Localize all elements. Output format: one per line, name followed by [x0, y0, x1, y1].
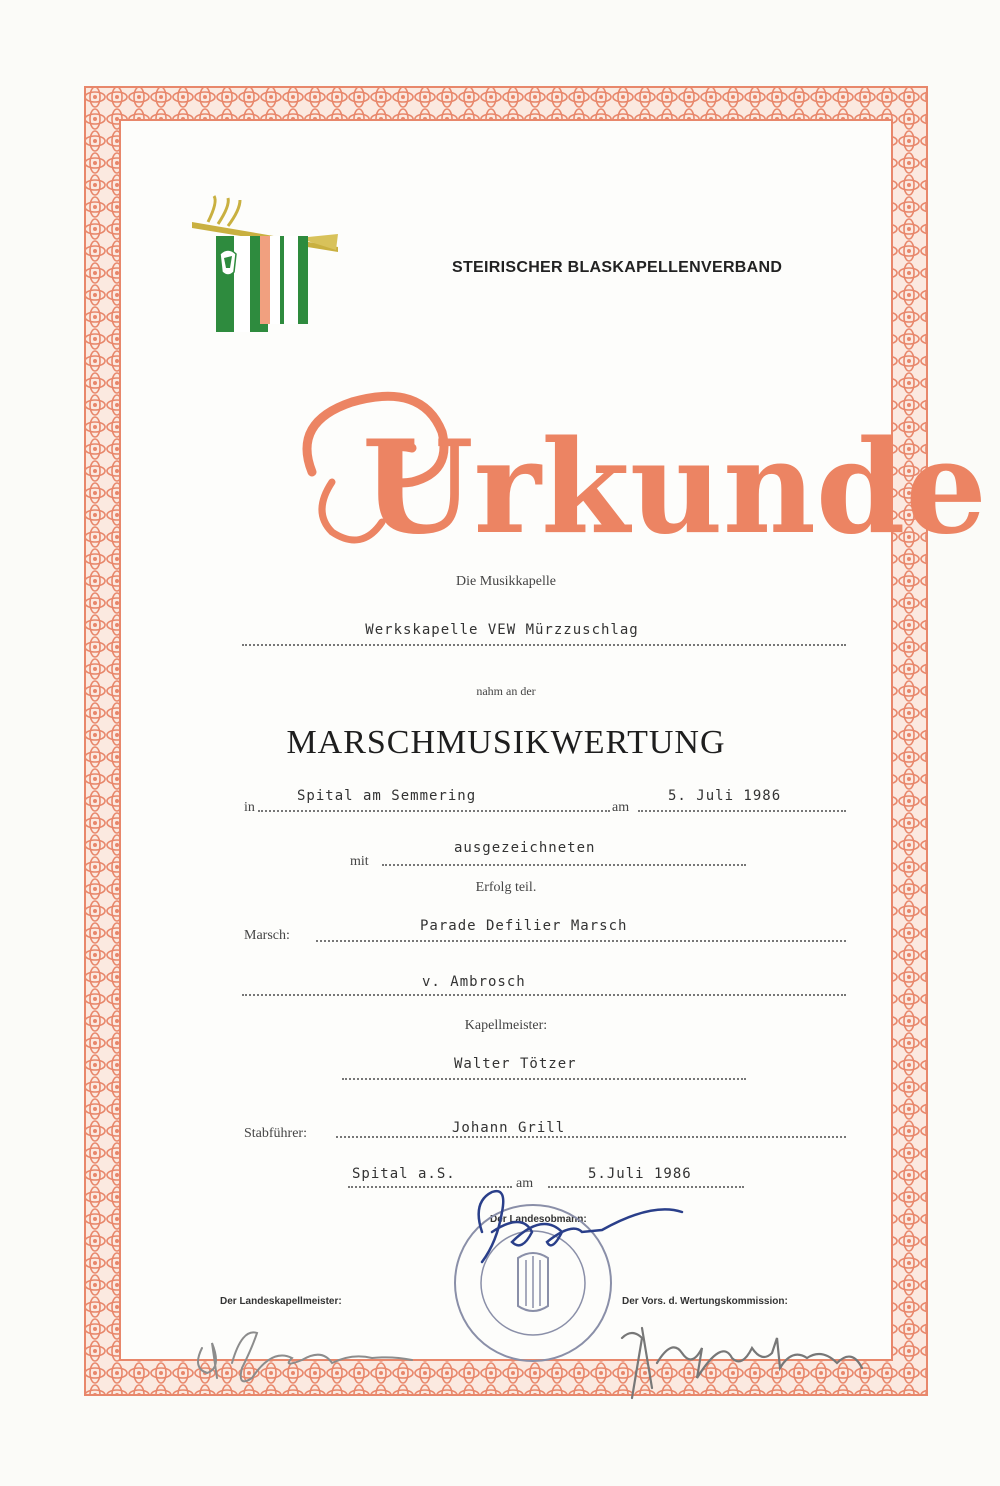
- result-value: ausgezeichneten: [454, 840, 596, 856]
- signature-landeskapellmeister: [182, 1308, 422, 1398]
- stabfuehrer-label: Stabführer:: [244, 1126, 307, 1141]
- intro-text: Die Musikkapelle: [456, 574, 556, 589]
- date-short: 5.Juli 1986: [588, 1166, 692, 1182]
- certificate-title: [272, 362, 987, 632]
- am-label-2: am: [516, 1176, 534, 1191]
- dotted-line: [316, 940, 846, 942]
- organization-name: STEIRISCHER BLASKAPELLENVERBAND: [452, 259, 783, 276]
- certificate-body: [122, 122, 987, 1358]
- marsch-label: Marsch:: [244, 928, 290, 943]
- title-text: Urkunde: [362, 413, 987, 563]
- stabfuehrer-value: Johann Grill: [452, 1120, 566, 1136]
- dotted-line: [336, 1136, 846, 1138]
- participated-text: nahm an der: [476, 684, 536, 698]
- band-name: Werkskapelle VEW Mürzzuschlag: [365, 622, 639, 638]
- event-heading: MARSCHMUSIKWERTUNG: [286, 724, 726, 761]
- mit-label: mit: [350, 854, 369, 869]
- landeskapellmeister-label: Der Landeskapellmeister:: [220, 1296, 342, 1307]
- date-value: 5. Juli 1986: [668, 788, 782, 804]
- certificate: [84, 86, 987, 1396]
- erfolg-text: Erfolg teil.: [475, 880, 537, 895]
- in-label: in: [244, 800, 255, 815]
- signature-wertungskommission: [602, 1308, 872, 1408]
- dotted-line: [242, 994, 846, 996]
- wertungskommission-label: Der Vors. d. Wertungskommission:: [622, 1296, 788, 1307]
- kapellmeister-label: Kapellmeister:: [464, 1018, 548, 1033]
- signature-landesobmann: [452, 1172, 692, 1292]
- location-value: Spital am Semmering: [297, 788, 477, 804]
- composer-value: v. Ambrosch: [422, 974, 526, 990]
- dotted-line: [258, 810, 610, 812]
- dotted-line: [638, 810, 846, 812]
- kapellmeister-value: Walter Tötzer: [454, 1056, 577, 1072]
- dotted-line: [242, 644, 846, 646]
- place-short: Spital a.S.: [352, 1166, 456, 1182]
- dotted-line: [342, 1078, 746, 1080]
- association-logo: [188, 192, 348, 337]
- am-label: am: [612, 800, 630, 815]
- dotted-line: [382, 864, 746, 866]
- march-value: Parade Defilier Marsch: [420, 918, 628, 934]
- landesobmann-label: Der Landesobmann:: [490, 1214, 587, 1225]
